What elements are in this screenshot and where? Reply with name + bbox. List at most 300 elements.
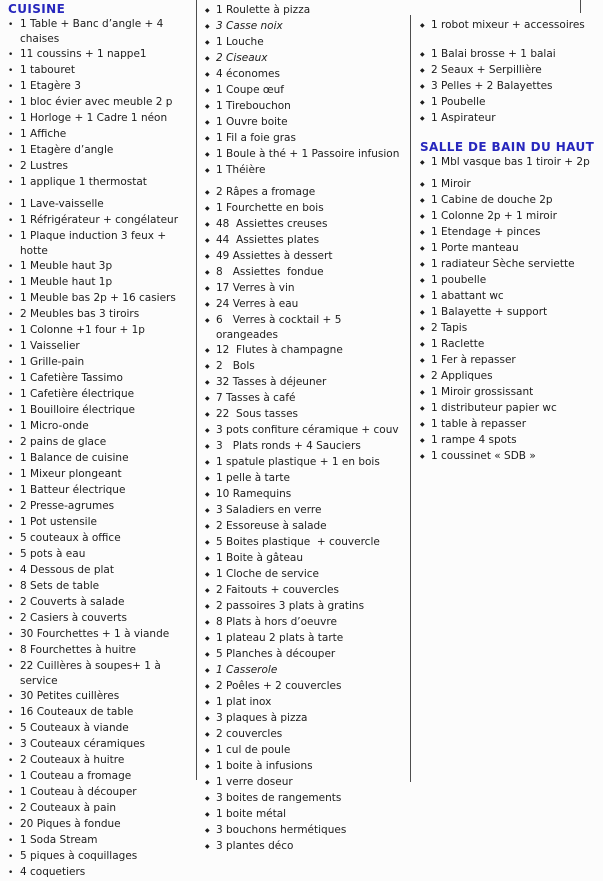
item-label: 49 Assiettes à dessert — [216, 250, 333, 262]
item-label: 1 Boule à thé + 1 Passoire infusion — [216, 148, 400, 160]
bullet-icon: ◆ — [205, 779, 210, 786]
list-item — [205, 131, 405, 147]
list-item — [205, 471, 405, 487]
bullet-icon: • — [8, 566, 14, 576]
item-label: 1 Miroir grossissant — [431, 386, 534, 398]
item-label: 1 Aspirateur — [431, 112, 496, 124]
item-label: 2 Ciseaux — [216, 52, 268, 64]
list-item — [205, 99, 405, 115]
list-item — [8, 467, 194, 483]
bullet-icon: ◆ — [420, 22, 425, 29]
bullet-icon: ◆ — [205, 39, 210, 46]
list-item — [420, 337, 598, 353]
list-item — [205, 487, 405, 503]
bullet-icon: ◆ — [205, 395, 210, 402]
bullet-icon: ◆ — [205, 443, 210, 450]
bullet-icon: ◆ — [205, 699, 210, 706]
list-item — [205, 615, 405, 631]
item-label: 2 Couverts à salade — [20, 596, 125, 608]
list-item — [8, 339, 194, 355]
item-label: 1 boite à infusions — [216, 760, 313, 772]
item-label: 1 Louche — [216, 36, 264, 48]
bullet-icon: ◆ — [205, 151, 210, 158]
item-label: 1 Etendage + pinces — [431, 226, 541, 238]
bullet-icon: ◆ — [205, 523, 210, 530]
list-item — [205, 233, 405, 249]
item-label: 2 Essoreuse à salade — [216, 520, 327, 532]
bullet-icon: ◆ — [420, 229, 425, 236]
list-item — [8, 769, 194, 785]
item-label: 2 pains de glace — [20, 436, 107, 448]
bullet-icon: • — [8, 788, 14, 798]
item-label: 1 Meuble haut 1p — [20, 276, 113, 288]
list-item — [420, 79, 598, 95]
bullet-icon: • — [8, 358, 14, 368]
list-item — [8, 95, 194, 111]
bullet-icon: • — [8, 868, 14, 878]
list-item — [8, 849, 194, 865]
bullet-icon: ◆ — [420, 373, 425, 380]
bullet-icon: ◆ — [205, 763, 210, 770]
list-item — [8, 659, 194, 689]
item-label: 1 Etagère d’angle — [20, 144, 114, 156]
list-item — [420, 63, 598, 79]
bullet-icon: ◆ — [205, 843, 210, 850]
bullet-icon: ◆ — [205, 135, 210, 142]
bullet-icon: ◆ — [420, 159, 425, 166]
bullet-icon: • — [8, 630, 14, 640]
list-item — [8, 197, 194, 213]
bullet-icon: ◆ — [420, 405, 425, 412]
bullet-icon: ◆ — [205, 459, 210, 466]
list-item — [8, 323, 194, 339]
item-label: 48 Assiettes creuses — [216, 218, 328, 230]
bullet-icon: • — [8, 836, 14, 846]
item-label: 5 Couteaux à viande — [20, 722, 129, 734]
list-item — [420, 111, 598, 127]
bullet-icon: ◆ — [205, 603, 210, 610]
list-item — [205, 807, 405, 823]
bullet-icon: • — [8, 294, 14, 304]
item-label: 1 Mbl vasque bas 1 tiroir + 2p — [431, 156, 590, 168]
bullet-icon: ◆ — [205, 347, 210, 354]
list-item — [205, 297, 405, 313]
item-label: 10 Ramequins — [216, 488, 292, 500]
item-label: 1 rampe 4 spots — [431, 434, 517, 446]
list-item — [8, 17, 194, 47]
bullet-icon: • — [8, 582, 14, 592]
item-label: 5 Planches à découper — [216, 648, 336, 660]
item-label: 2 Casiers à couverts — [20, 612, 127, 624]
list-item — [8, 833, 194, 849]
list-item — [420, 18, 598, 34]
bullet-icon: ◆ — [420, 357, 425, 364]
item-label: 1 Théière — [216, 164, 266, 176]
list-item — [420, 449, 598, 465]
item-label: 1 Roulette à pizza — [216, 4, 311, 16]
item-label: 1 plat inox — [216, 696, 272, 708]
list-item — [8, 627, 194, 643]
list-item — [420, 241, 598, 257]
item-label: 5 couteaux à office — [20, 532, 121, 544]
list-item — [205, 265, 405, 281]
item-label: 11 coussins + 1 nappe1 — [20, 48, 147, 60]
item-label: 1 tabouret — [20, 64, 75, 76]
list-item — [205, 711, 405, 727]
item-label: 2 Meubles bas 3 tiroirs — [20, 308, 140, 320]
list-item — [205, 163, 405, 179]
list-item — [8, 143, 194, 159]
item-label: 2 Râpes a fromage — [216, 186, 316, 198]
list-item — [205, 759, 405, 775]
bullet-icon: • — [8, 692, 14, 702]
list-item — [8, 291, 194, 307]
item-label: 3 Casse noix — [216, 20, 283, 32]
item-label: 3 Pelles + 2 Balayettes — [431, 80, 553, 92]
item-label: 1 Table + Banc d’angle + 4 chaises — [20, 18, 167, 45]
item-label: 1 coussinet « SDB » — [431, 450, 536, 462]
list-item — [8, 595, 194, 611]
list-item — [420, 155, 598, 171]
bullet-icon: ◆ — [205, 71, 210, 78]
item-label: 1 Meuble haut 3p — [20, 260, 113, 272]
list-item — [8, 229, 194, 259]
section-title: SALLE DE BAIN DU HAUT — [420, 140, 595, 154]
bullet-icon: • — [8, 852, 14, 862]
item-label: 3 boites de rangements — [216, 792, 342, 804]
list-item — [8, 111, 194, 127]
item-label: 8 Fourchettes à huitre — [20, 644, 136, 656]
bullet-icon: • — [8, 756, 14, 766]
list-item — [8, 817, 194, 833]
list-item — [205, 185, 405, 201]
item-label: 1 Poubelle — [431, 96, 486, 108]
list-item — [205, 217, 405, 233]
list-item — [205, 313, 405, 343]
bullet-icon: • — [8, 262, 14, 272]
bullet-icon: ◆ — [205, 119, 210, 126]
list-item — [205, 423, 405, 439]
column-divider-stub — [580, 0, 581, 13]
list-item — [205, 663, 405, 679]
bullet-icon: ◆ — [205, 539, 210, 546]
item-label: 1 Colonne 2p + 1 miroir — [431, 210, 557, 222]
bullet-icon: ◆ — [420, 245, 425, 252]
list-item — [205, 201, 405, 217]
item-label: 1 Balayette + support — [431, 306, 548, 318]
bullet-icon: ◆ — [420, 453, 425, 460]
item-label: 2 Presse-agrumes — [20, 500, 115, 512]
bullet-icon: ◆ — [205, 221, 210, 228]
bullet-icon: ◆ — [205, 87, 210, 94]
list-item — [420, 433, 598, 449]
list-item — [205, 249, 405, 265]
list-item — [420, 417, 598, 433]
list-item — [420, 385, 598, 401]
item-label: 1 spatule plastique + 1 en bois — [216, 456, 380, 468]
item-label: 16 Couteaux de table — [20, 706, 134, 718]
bullet-icon: • — [8, 374, 14, 384]
bullet-icon: ◆ — [205, 811, 210, 818]
column-divider — [410, 15, 411, 782]
item-label: 3 pots confiture céramique + couv — [216, 424, 399, 436]
list-item — [8, 63, 194, 79]
list-item — [420, 369, 598, 385]
list-item — [420, 289, 598, 305]
item-label: 30 Fourchettes + 1 à viande — [20, 628, 170, 640]
bullet-icon: ◆ — [205, 55, 210, 62]
item-label: 4 économes — [216, 68, 280, 80]
item-label: 1 Lave-vaisselle — [20, 198, 104, 210]
item-label: 1 Fer à repasser — [431, 354, 516, 366]
item-label: 5 Boites plastique + couvercle — [216, 536, 380, 548]
item-label: 1 pelle à tarte — [216, 472, 290, 484]
item-label: 3 Couteaux céramiques — [20, 738, 146, 750]
item-label: 1 radiateur Sèche serviette — [431, 258, 575, 270]
list-item — [205, 775, 405, 791]
list-item — [205, 679, 405, 695]
list-item — [8, 547, 194, 563]
bullet-icon: ◆ — [205, 253, 210, 260]
bullet-icon: • — [8, 598, 14, 608]
bullet-icon: ◆ — [205, 571, 210, 578]
item-label: 2 Faitouts + couvercles — [216, 584, 339, 596]
item-label: 20 Piques à fondue — [20, 818, 121, 830]
bullet-icon: ◆ — [205, 651, 210, 658]
list-item — [205, 695, 405, 711]
bullet-icon: ◆ — [205, 103, 210, 110]
bullet-icon: • — [8, 470, 14, 480]
bullet-icon: • — [8, 66, 14, 76]
bullet-icon: • — [8, 804, 14, 814]
bullet-icon: ◆ — [420, 437, 425, 444]
list-item — [205, 519, 405, 535]
list-item — [420, 193, 598, 209]
item-label: 1 Etagère 3 — [20, 80, 81, 92]
bullet-icon: ◆ — [205, 683, 210, 690]
item-label: 2 passoires 3 plats à gratins — [216, 600, 365, 612]
item-label: 2 Tapis — [431, 322, 468, 334]
list-item — [8, 611, 194, 627]
bullet-icon: ◆ — [205, 427, 210, 434]
bullet-icon: ◆ — [205, 619, 210, 626]
list-item — [8, 579, 194, 595]
item-label: 22 Sous tasses — [216, 408, 299, 420]
bullet-icon: ◆ — [420, 341, 425, 348]
bullet-icon: ◆ — [205, 795, 210, 802]
item-label: 8 Sets de table — [20, 580, 100, 592]
item-label: 1 abattant wc — [431, 290, 504, 302]
item-label: 1 Fourchette en bois — [216, 202, 324, 214]
list-item — [205, 3, 405, 19]
bullet-icon: ◆ — [205, 269, 210, 276]
list-item — [8, 563, 194, 579]
item-label: 2 Seaux + Serpillière — [431, 64, 542, 76]
bullet-icon: ◆ — [420, 67, 425, 74]
item-label: 2 Poêles + 2 couvercles — [216, 680, 342, 692]
item-label: 5 pots à eau — [20, 548, 86, 560]
item-label: 1 Boite à gâteau — [216, 552, 304, 564]
list-item — [8, 705, 194, 721]
item-label: 17 Verres à vin — [216, 282, 295, 294]
bullet-icon: ◆ — [205, 731, 210, 738]
list-item — [205, 583, 405, 599]
bullet-icon: • — [8, 326, 14, 336]
list-item — [205, 551, 405, 567]
item-label: 1 bloc évier avec meuble 2 p — [20, 96, 173, 108]
bullet-icon: • — [8, 662, 14, 672]
item-label: 1 Porte manteau — [431, 242, 519, 254]
list-item — [8, 531, 194, 547]
bullet-icon: ◆ — [205, 667, 210, 674]
item-label: 1 cul de poule — [216, 744, 291, 756]
bullet-icon: ◆ — [205, 635, 210, 642]
item-label: 1 applique 1 thermostat — [20, 176, 147, 188]
item-label: 1 Cabine de douche 2p — [431, 194, 553, 206]
bullet-icon: • — [8, 310, 14, 320]
item-label: 3 plaques à pizza — [216, 712, 308, 724]
bullet-icon: • — [8, 772, 14, 782]
bullet-icon: • — [8, 342, 14, 352]
item-label: 24 Verres à eau — [216, 298, 299, 310]
list-item — [8, 435, 194, 451]
list-item — [8, 865, 194, 881]
list-item — [8, 355, 194, 371]
bullet-icon: ◆ — [420, 325, 425, 332]
item-label: 1 plateau 2 plats à tarte — [216, 632, 344, 644]
list-item — [420, 47, 598, 63]
item-label: 3 Saladiers en verre — [216, 504, 322, 516]
list-item — [205, 147, 405, 163]
item-label: 1 Miroir — [431, 178, 471, 190]
item-label: 1 Cloche de service — [216, 568, 319, 580]
list-item — [420, 177, 598, 193]
item-label: 1 Réfrigérateur + congélateur — [20, 214, 179, 226]
list-item — [420, 305, 598, 321]
list-item — [8, 371, 194, 387]
column-1 — [8, 0, 194, 881]
list-item — [205, 791, 405, 807]
bullet-icon: ◆ — [420, 309, 425, 316]
bullet-icon: • — [8, 216, 14, 226]
item-label: 12 Flutes à champagne — [216, 344, 343, 356]
list-item — [205, 375, 405, 391]
bullet-icon: • — [8, 518, 14, 528]
item-label: 1 Mixeur plongeant — [20, 468, 122, 480]
column-divider — [196, 0, 197, 780]
bullet-icon: • — [8, 534, 14, 544]
item-label: 3 Plats ronds + 4 Sauciers — [216, 440, 361, 452]
bullet-icon: ◆ — [420, 421, 425, 428]
item-label: 1 Raclette — [431, 338, 485, 350]
item-label: 1 Vaisselier — [20, 340, 80, 352]
bullet-icon: ◆ — [205, 205, 210, 212]
bullet-icon: • — [8, 454, 14, 464]
list-item — [8, 499, 194, 515]
list-item — [8, 753, 194, 769]
item-label: 1 Pot ustensile — [20, 516, 97, 528]
bullet-icon: • — [8, 740, 14, 750]
list-item — [205, 567, 405, 583]
list-item — [205, 67, 405, 83]
list-item — [205, 35, 405, 51]
bullet-icon: • — [8, 232, 14, 242]
item-label: 2 Appliques — [431, 370, 493, 382]
list-item — [8, 721, 194, 737]
list-item — [420, 95, 598, 111]
bullet-icon: ◆ — [420, 51, 425, 58]
list-item — [205, 83, 405, 99]
list-item — [420, 353, 598, 369]
list-item — [8, 801, 194, 817]
bullet-icon: ◆ — [420, 83, 425, 90]
list-item — [205, 439, 405, 455]
item-label: 22 Cuillères à soupes+ 1 à service — [20, 660, 165, 687]
list-item — [8, 737, 194, 753]
item-label: 4 coquetiers — [20, 866, 86, 878]
bullet-icon: ◆ — [205, 827, 210, 834]
bullet-icon: ◆ — [420, 213, 425, 220]
bullet-icon: ◆ — [205, 317, 210, 324]
bullet-icon: • — [8, 162, 14, 172]
bullet-icon: • — [8, 646, 14, 656]
bullet-icon: • — [8, 708, 14, 718]
bullet-icon: • — [8, 422, 14, 432]
bullet-icon: ◆ — [205, 475, 210, 482]
item-label: 2 couvercles — [216, 728, 283, 740]
item-label: 1 Horloge + 1 Cadre 1 néon — [20, 112, 168, 124]
list-item — [205, 455, 405, 471]
item-label: 1 Coupe œuf — [216, 84, 284, 96]
bullet-icon: ◆ — [205, 7, 210, 14]
item-label: 1 boite métal — [216, 808, 287, 820]
item-label: 2 Lustres — [20, 160, 68, 172]
list-item — [8, 689, 194, 705]
section-title: CUISINE — [8, 2, 66, 16]
list-item — [8, 483, 194, 499]
list-item — [8, 259, 194, 275]
item-label: 1 Fil a foie gras — [216, 132, 296, 144]
list-item — [8, 515, 194, 531]
list-item — [205, 503, 405, 519]
column-3 — [420, 0, 598, 465]
bullet-icon: • — [8, 278, 14, 288]
list-item — [205, 51, 405, 67]
bullet-icon: • — [8, 178, 14, 188]
list-item — [8, 451, 194, 467]
list-item — [8, 785, 194, 801]
list-item — [205, 743, 405, 759]
bullet-icon: ◆ — [420, 261, 425, 268]
item-label: 1 Cafetière électrique — [20, 388, 135, 400]
item-label: 32 Tasses à déjeuner — [216, 376, 327, 388]
bullet-icon: ◆ — [205, 587, 210, 594]
item-label: 7 Tasses à café — [216, 392, 296, 404]
bullet-icon: • — [8, 820, 14, 830]
item-label: 1 table à repasser — [431, 418, 527, 430]
list-item — [205, 631, 405, 647]
list-item — [8, 387, 194, 403]
list-item — [420, 257, 598, 273]
item-label: 2 Bols — [216, 360, 255, 372]
bullet-icon: • — [8, 724, 14, 734]
bullet-icon: ◆ — [205, 379, 210, 386]
bullet-icon: ◆ — [205, 285, 210, 292]
item-label: 1 Couteau à découper — [20, 786, 137, 798]
bullet-icon: • — [8, 130, 14, 140]
list-item — [205, 343, 405, 359]
bullet-icon: • — [8, 200, 14, 210]
